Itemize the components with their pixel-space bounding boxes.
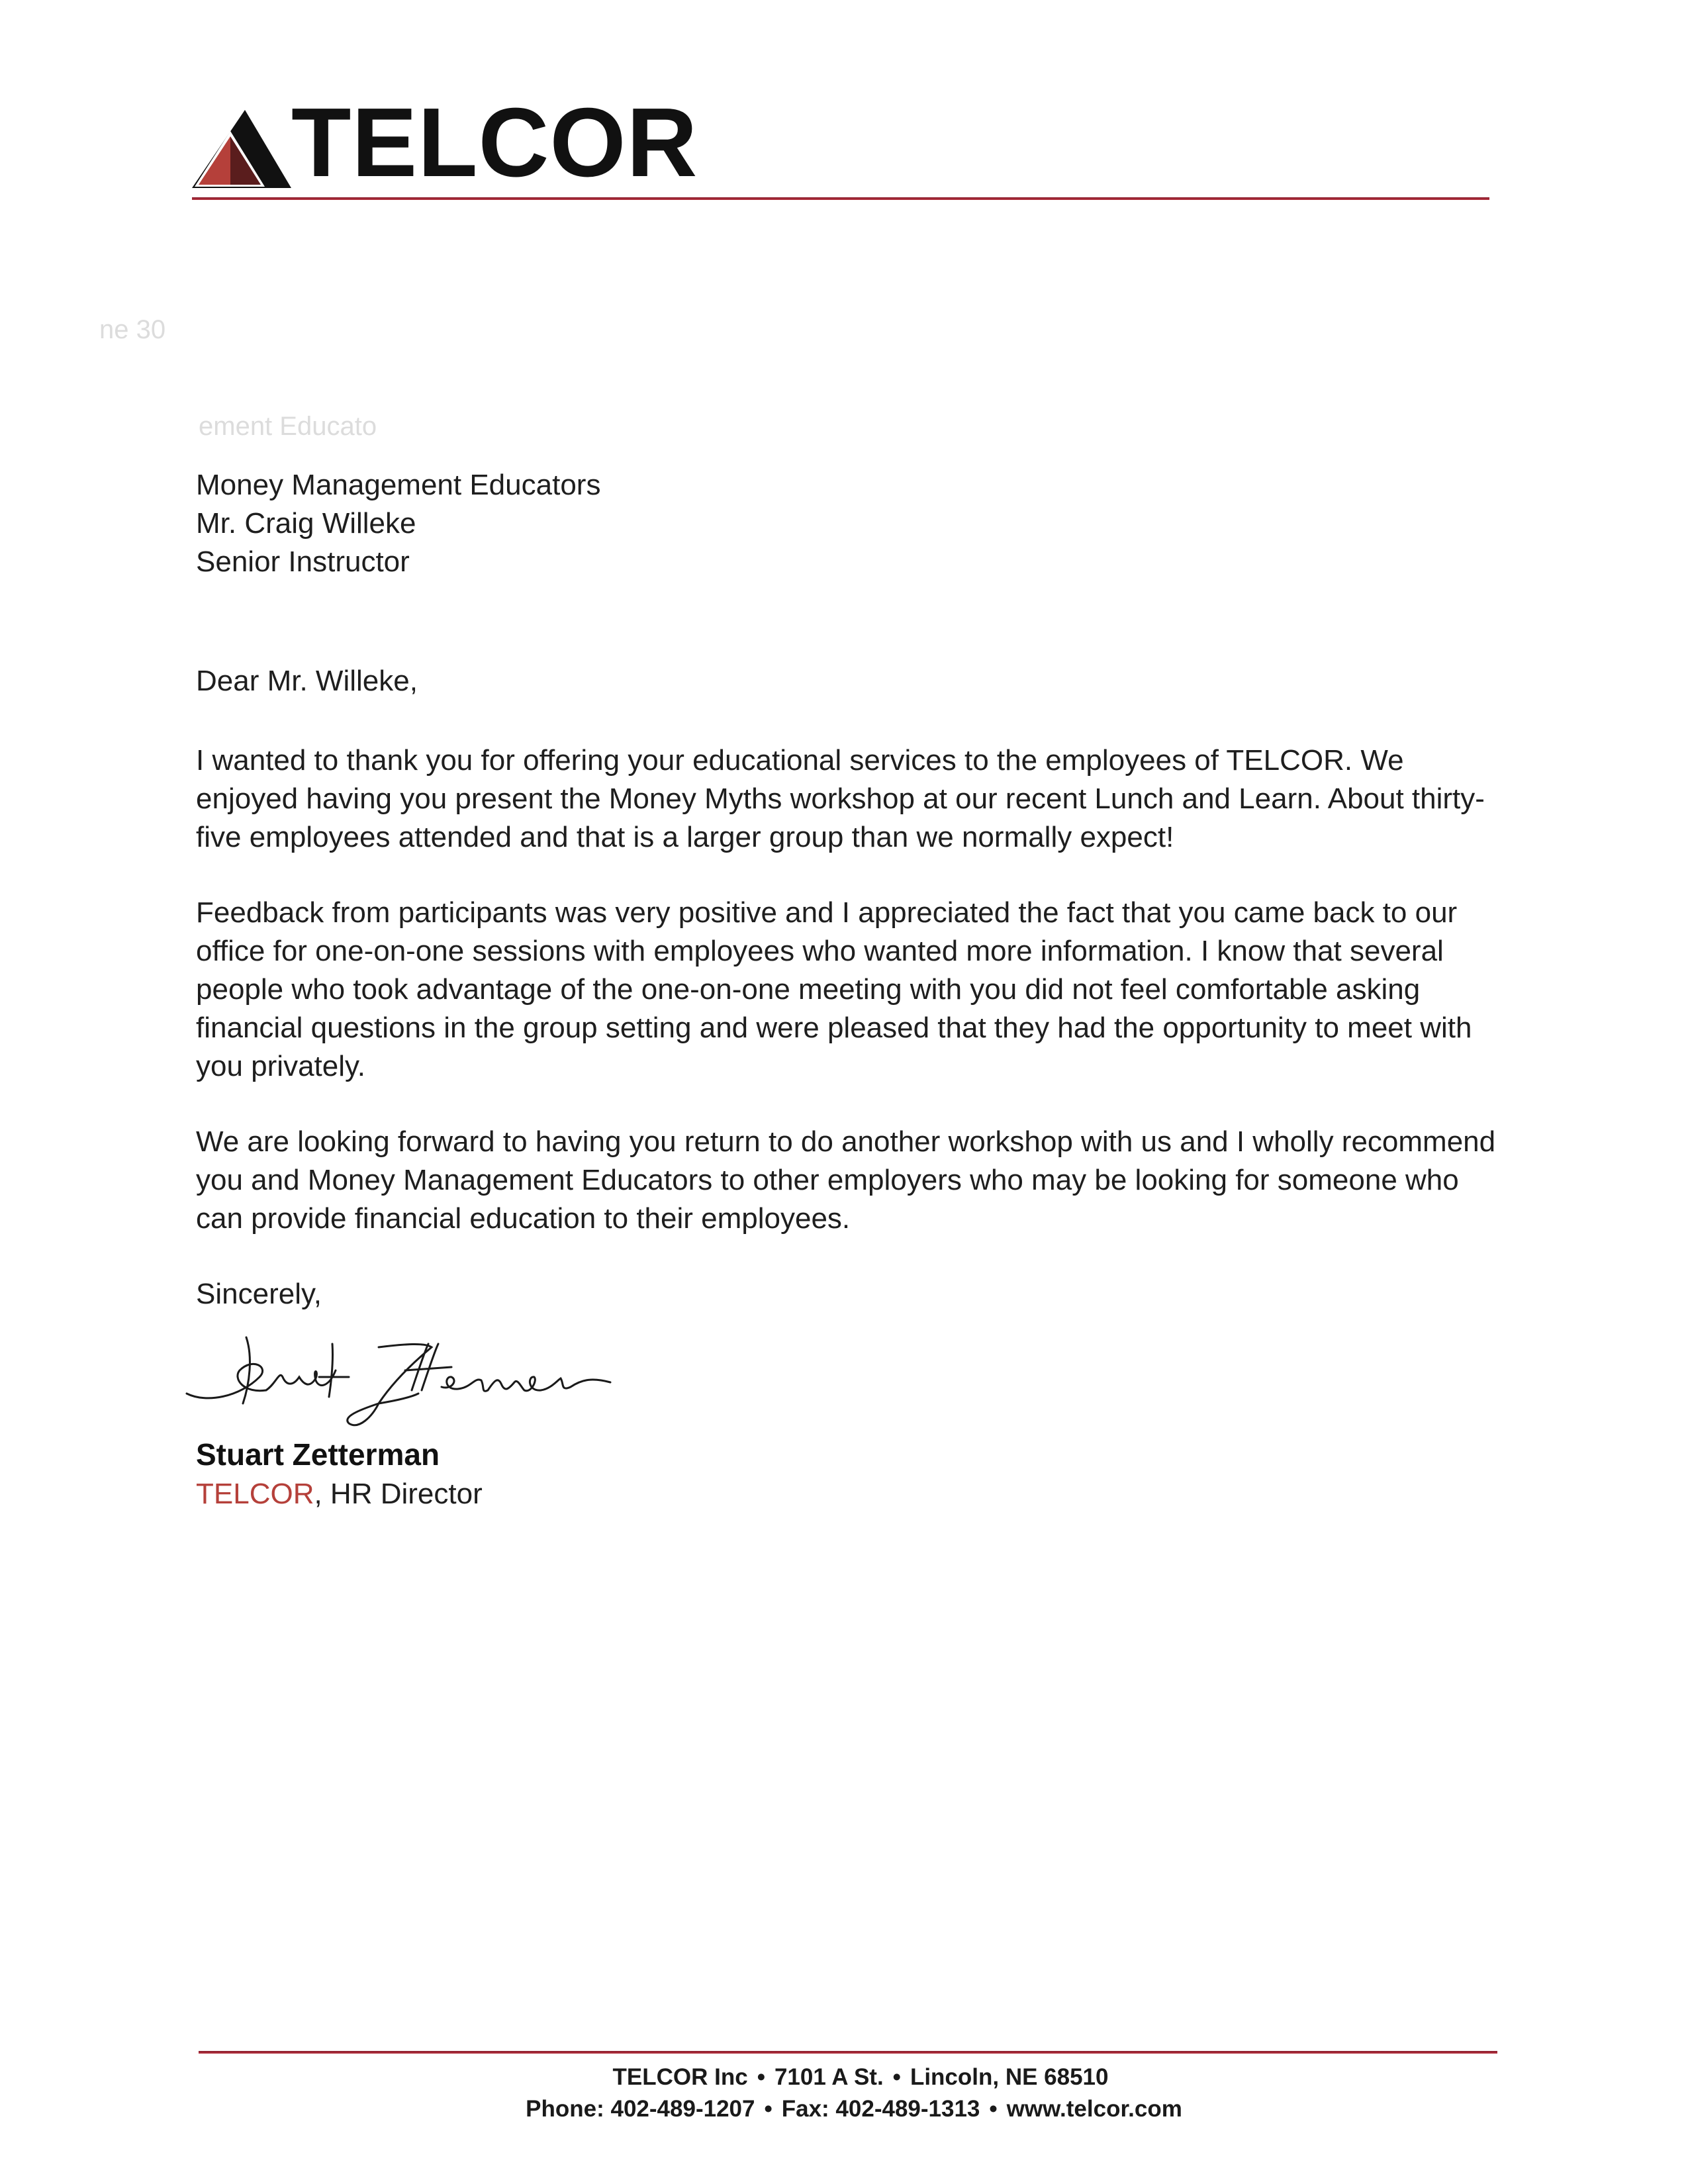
bullet-separator: • <box>757 2064 765 2090</box>
bullet-separator: • <box>989 2096 998 2122</box>
recipient-block <box>196 466 1507 581</box>
body-paragraph: Feedback from participants was very positive and I appreciated the fact that you came back to our office for one-on-one sessions with employees who wanted more information. I know that several people who took advantage of the one-on-one meeting with you did not feel comfortable asking financial questions in the group setting and were pleased that they had the opportunity to meet with you privately. <box>196 896 1472 1082</box>
bullet-separator: • <box>892 2064 901 2090</box>
signer-role: , HR Director <box>314 1478 483 1510</box>
signer-company: TELCOR <box>196 1478 314 1510</box>
recipient-organization: Money Management Educators <box>196 469 601 501</box>
footer-rule <box>199 2051 1497 2054</box>
faded-header-text: ement Educato <box>199 412 377 441</box>
telcor-triangle-logo-icon <box>192 110 291 188</box>
recipient-name: Mr. Craig Willeke <box>196 507 416 540</box>
footer-address-line <box>0 2064 1688 2091</box>
body-paragraph: We are looking forward to having you return to do another workshop with us and I wholly recommend you and Money Management Educators to other employers who may be looking for someone who can provide financial education to their employees. <box>196 1125 1496 1235</box>
footer-street: 7101 A St. <box>774 2064 884 2090</box>
handwritten-signature <box>180 1331 657 1437</box>
footer-website: www.telcor.com <box>1006 2096 1182 2122</box>
body-paragraph: I wanted to thank you for offering your educational services to the employees of TELCOR. We enjoyed having you present the Money Myths workshop at our recent Lunch and Learn. About thirty-five employees attended and that is a larger group than we normally expect! <box>196 744 1485 853</box>
footer-company: TELCOR Inc <box>612 2064 748 2090</box>
footer-fax: Fax: 402-489-1313 <box>781 2096 980 2122</box>
footer-city: Lincoln, NE 68510 <box>910 2064 1109 2090</box>
logo-wordmark: TELCOR <box>291 88 698 197</box>
faded-date-text: ne 30 <box>99 315 166 344</box>
footer-contact-line <box>0 2096 1688 2122</box>
letterhead-rule <box>192 197 1489 200</box>
footer-phone: Phone: 402-489-1207 <box>526 2096 755 2122</box>
company-logo <box>192 88 698 197</box>
signer-name: Stuart Zetterman <box>196 1437 440 1472</box>
signer-title <box>196 1478 483 1511</box>
recipient-title: Senior Instructor <box>196 546 410 578</box>
bullet-separator: • <box>764 2096 773 2122</box>
salutation: Dear Mr. Willeke, <box>196 665 418 697</box>
closing: Sincerely, <box>196 1278 322 1310</box>
